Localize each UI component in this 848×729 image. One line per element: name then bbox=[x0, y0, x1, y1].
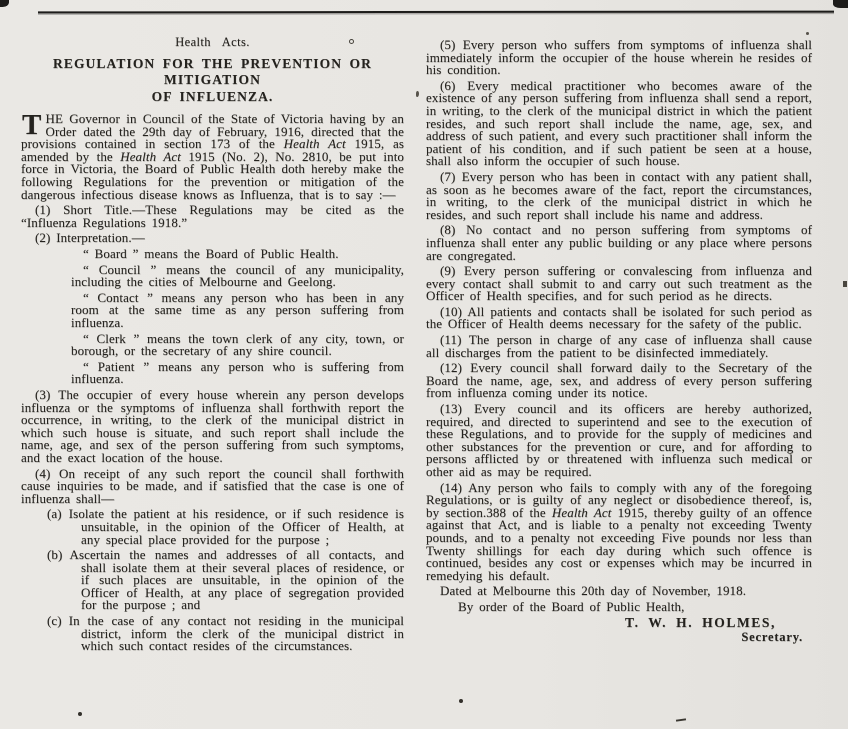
clause-4: (4) On receipt of any such report the council shall forthwith cause inquiries to be made, and if satisfied that the case is one of influenza shall— bbox=[21, 465, 404, 506]
clause-3: (3) The occupier of every house wherein any person develops influenza or the symptoms of influenza shall forthwith report the occurrence, in writing, to the clerk of the municipal district in which such house is situate, and such report shall include the name, age, and sex of the person suffering from such symptoms, and the exact location of the house. bbox=[21, 386, 404, 465]
clause-10: (10) All patients and contacts shall be isolated for such period as the Officer of Health deems necessary for the safety of the public. bbox=[426, 303, 812, 332]
dated-line: Dated at Melbourne this 20th day of November, 1918. bbox=[440, 583, 747, 599]
scan-artifact-dash bbox=[676, 718, 686, 721]
clause-5: (5) Every person who suffers from symptoms of influenza shall immediately inform the occupier of the house wherein he resides of his condition. bbox=[426, 37, 812, 78]
clause-4-item-c bbox=[21, 615, 404, 653]
clause-4-item-b bbox=[21, 549, 404, 612]
definition-contact: “ Contact ” means any person who has been in any room at the same time as any person suffering from influenza. bbox=[71, 289, 404, 330]
definition-patient: “ Patient ” means any person who is suffering from influenza. bbox=[71, 358, 404, 387]
title-line-1: REGULATION FOR THE PREVENTION OR MITIGATION bbox=[53, 55, 372, 88]
item-text-c: In the case of any contact not residing in the municipal district, inform the clerk of the municipal district in which such contact resides of the circumstances. bbox=[68, 613, 404, 654]
scan-artifact-corner-top-right bbox=[833, 0, 848, 8]
scan-artifact-dot bbox=[459, 699, 463, 703]
intro-paragraph bbox=[21, 109, 405, 202]
clause-2: (2) Interpretation.— bbox=[35, 230, 145, 246]
document-kicker: Health Acts. bbox=[175, 35, 250, 49]
clause-7: (7) Every person who has been in contact with any patient shall, as soon as he becomes aware of the fact, report the circumstances, in writing, to the clerk of the municipal district in which he resides, and such report shall include his name and address. bbox=[426, 168, 812, 222]
definition-board: “ Board ” means the Board of Public Health. bbox=[83, 246, 339, 262]
document-title bbox=[21, 56, 404, 106]
horizontal-rule bbox=[38, 11, 834, 14]
definition-council: “ Council ” means the council of any municipality, including the cities of Melbourne and Geelong. bbox=[71, 261, 404, 290]
item-label-a: (a) bbox=[47, 506, 62, 522]
drop-cap: T bbox=[22, 109, 42, 142]
scan-artifact-edge-speck bbox=[843, 281, 847, 287]
clause-11: (11) The person in charge of any case of influenza shall cause all discharges from the patient to be disinfected immediately. bbox=[426, 332, 812, 360]
clause-6: (6) Every medical practitioner who becomes aware of the existence of any person suffering from influenza shall send a report, in writing, to the clerk of the municipal district in which the patient resides, and such report shall include the name, age, sex, and address of such patient, and every such practitioner shall inform the patient of his condition, and if such patient be seen at a house, shall also inform the occupier of such house. bbox=[426, 77, 812, 169]
clause-4-item-a bbox=[21, 508, 404, 546]
clause-12: (12) Every council shall forward daily to the Secretary of the Board the name, age, sex, and address of every person suffering from influenza coming under its notice. bbox=[426, 360, 812, 401]
clause-8: (8) No contact and no person suffering from symptoms of influenza shall enter any public building or any place where persons are congregated. bbox=[426, 222, 812, 263]
title-line-2: OF INFLUENZA. bbox=[151, 88, 274, 104]
by-order-line: By order of the Board of Public Health, bbox=[458, 598, 685, 614]
signature-name: T. W. H. HOLMES, bbox=[624, 614, 776, 630]
document-columns bbox=[21, 36, 812, 653]
item-text-b: Ascertain the names and addresses of all contacts, and shall isolate them at their several places of residence, or if such places are unsuitable, in the opinion of the Officer of Health, at any place of segregation provided for the purpose ; and bbox=[69, 547, 404, 613]
signature-title: Secretary. bbox=[741, 630, 803, 645]
item-label-c: (c) bbox=[47, 613, 62, 629]
scan-artifact-corner-top-left bbox=[0, 0, 9, 7]
right-column bbox=[426, 36, 812, 653]
left-column bbox=[21, 36, 404, 653]
scan-artifact-speck bbox=[806, 32, 809, 35]
clause-13: (13) Every council and its officers are hereby authorized, required, and directed to superintend and see to the execution of these Regulations, and to provide for the supply of medicines and other substances for the prevention or cure, and for affording to persons afflicted by or threatened with influenza such medical or other aid as may be required. bbox=[426, 401, 812, 479]
clause-1: (1) Short Title.—These Regulations may be cited as the “Influenza Regulations 1918.” bbox=[21, 202, 404, 230]
clause-9: (9) Every person suffering or convalescing from influenza and every contact shall submit to and carry out such treatment as the Officer of Health specifies, and for such period as he directs. bbox=[426, 263, 812, 304]
definition-clerk: “ Clerk ” means the town clerk of any city, town, or borough, or the secretary of any shire council. bbox=[71, 330, 404, 359]
item-label-b: (b) bbox=[47, 547, 63, 563]
item-text-a: Isolate the patient at his residence, or if such residence is unsuitable, in the opinion of the Officer of Health, at any special place provided for the purpose ; bbox=[68, 506, 404, 547]
intro-text: HE Governor in Council of the State of Victoria having by an Order dated the 29th day of February, 1916, directed that the provisions contained in section 173 of the Health Act 1915, as amended by the Health Act 1915 (No. 2), No. 2810, be put into force in Victoria, the Board of Public Health doth hereby make the following Regulations for the prevention or mitigation of the dangerous infectious disease knows as Influenza, that is to say :— bbox=[21, 111, 405, 202]
clause-14: (14) Any person who fails to comply with any of the foregoing Regulations, or is guilty of any neglect or disobedience thereof, is, by section.388 of the Health Act 1915, thereby guilty of an offence against that Act, and is liable to a penalty not exceeding Twenty pounds, and to a penalty not exceeding Five pounds nor less than Twenty shillings for each day during which such offence is continued, besides any cost or expenses which may be incurred in remedying his default. bbox=[426, 479, 812, 583]
scan-artifact-dot bbox=[78, 712, 82, 716]
scan-artifact-ring bbox=[349, 39, 354, 44]
